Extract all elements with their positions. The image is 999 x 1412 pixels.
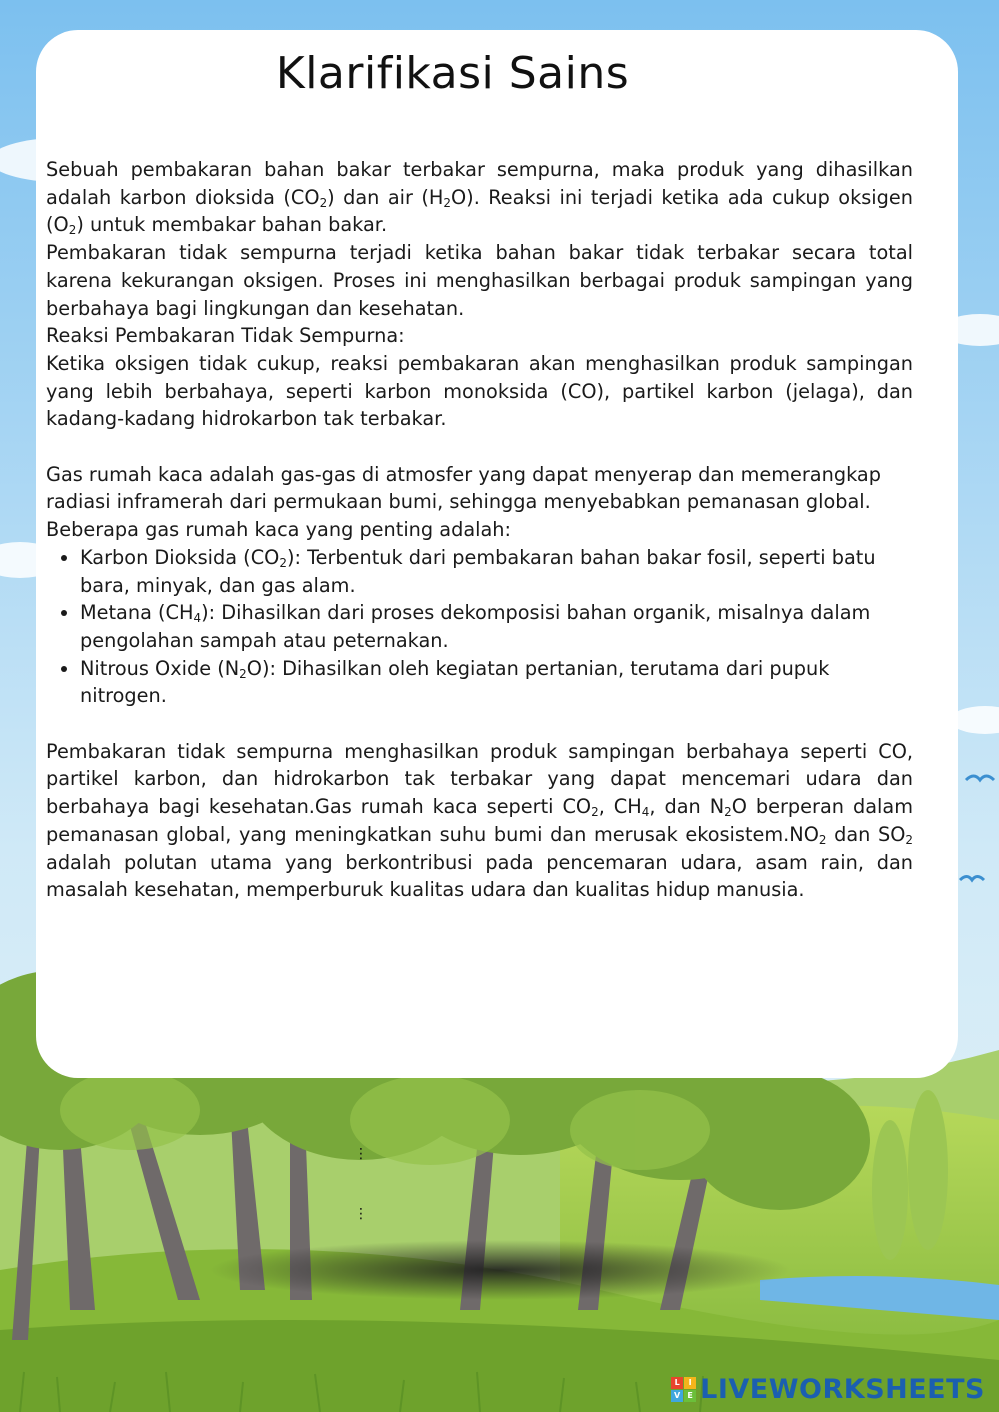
greenhouse-gas-list bbox=[46, 544, 913, 710]
list-item: • Karbon Dioksida $(CO_2)$: Terbentuk dari pembakaran bahan bakar fosil, seperti batu bara, minyak, dan gas alam. bbox=[80, 544, 913, 599]
paragraph-byproducts: Ketika oksigen tidak cukup, reaksi pembakaran akan menghasilkan produk sampingan yang lebih berbahaya, seperti karbon monoksida (CO), partikel karbon (jelaga), dan kadang-kadang hidrokarbon tak terbakar. bbox=[46, 351, 913, 431]
subheading-incomplete-reaction: Reaksi Pembakaran Tidak Sempurna: bbox=[46, 324, 405, 348]
list-item: • Nitrous Oxide $(N_2O)$: Dihasilkan oleh kegiatan pertanian, terutama dari pupuk nitrogen. bbox=[80, 655, 913, 710]
paragraph-greenhouse-gas: Gas rumah kaca adalah gas-gas di atmosfer yang dapat menyerap dan memerangkap radiasi inframerah dari permukaan bumi, sehingga menyebabkan pemanasan global. bbox=[46, 462, 881, 514]
paragraph-summary: Pembakaran tidak sempurna menghasilkan produk sampingan berbahaya seperti CO, partikel karbon, dan hidrokarbon tak terbakar yang dapat mencemari udara dan berbahaya bagi kesehatan.Gas rumah kaca seperti $CO_2$, $CH_4$, dan $N_2O$ berperan dalam pemanasan global, yang meningkatkan suhu bumi dan merusak $ekosistem.NO_2$ dan $SO_2$ adalah polutan utama yang berkontribusi pada pencemaran udara, asam rain, dan masalah kesehatan, memperburuk kualitas udara dan kualitas hidup manusia. bbox=[46, 739, 913, 902]
article-body bbox=[46, 156, 913, 904]
page-title: Klarifikasi Sains bbox=[275, 48, 630, 99]
logo-mark-icon: L I V E bbox=[671, 1377, 696, 1402]
paragraph-complete-combustion: Sebuah pembakaran bahan bakar terbakar sempurna, maka produk yang dihasilkan adalah karbon dioksida $(CO_2)$ dan air $(H_2O)$. Reaksi ini terjadi ketika ada cukup oksigen $(O_2)$ untuk membakar bahan bakar. bbox=[46, 158, 913, 238]
dots-marker: ⋮ bbox=[354, 1206, 368, 1222]
paragraph-incomplete-combustion: Pembakaran tidak sempurna terjadi ketika bahan bakar tidak terbakar secara total karena kekurangan oksigen. Proses ini menghasilkan berbagai produk sampingan yang berbahaya bagi lingkungan dan kesehatan. bbox=[46, 241, 913, 320]
liveworksheets-logo[interactable] bbox=[671, 1372, 985, 1406]
list-item: • Metana $(CH_4)$: Dihasilkan dari proses dekomposisi bahan organik, misalnya dalam pengolahan sampah atau peternakan. bbox=[80, 599, 913, 654]
list-intro: Beberapa gas rumah kaca yang penting adalah: bbox=[46, 518, 512, 542]
logo-text: LIVEWORKSHEETS bbox=[700, 1373, 985, 1405]
dots-marker: ⋮ bbox=[354, 1146, 368, 1162]
